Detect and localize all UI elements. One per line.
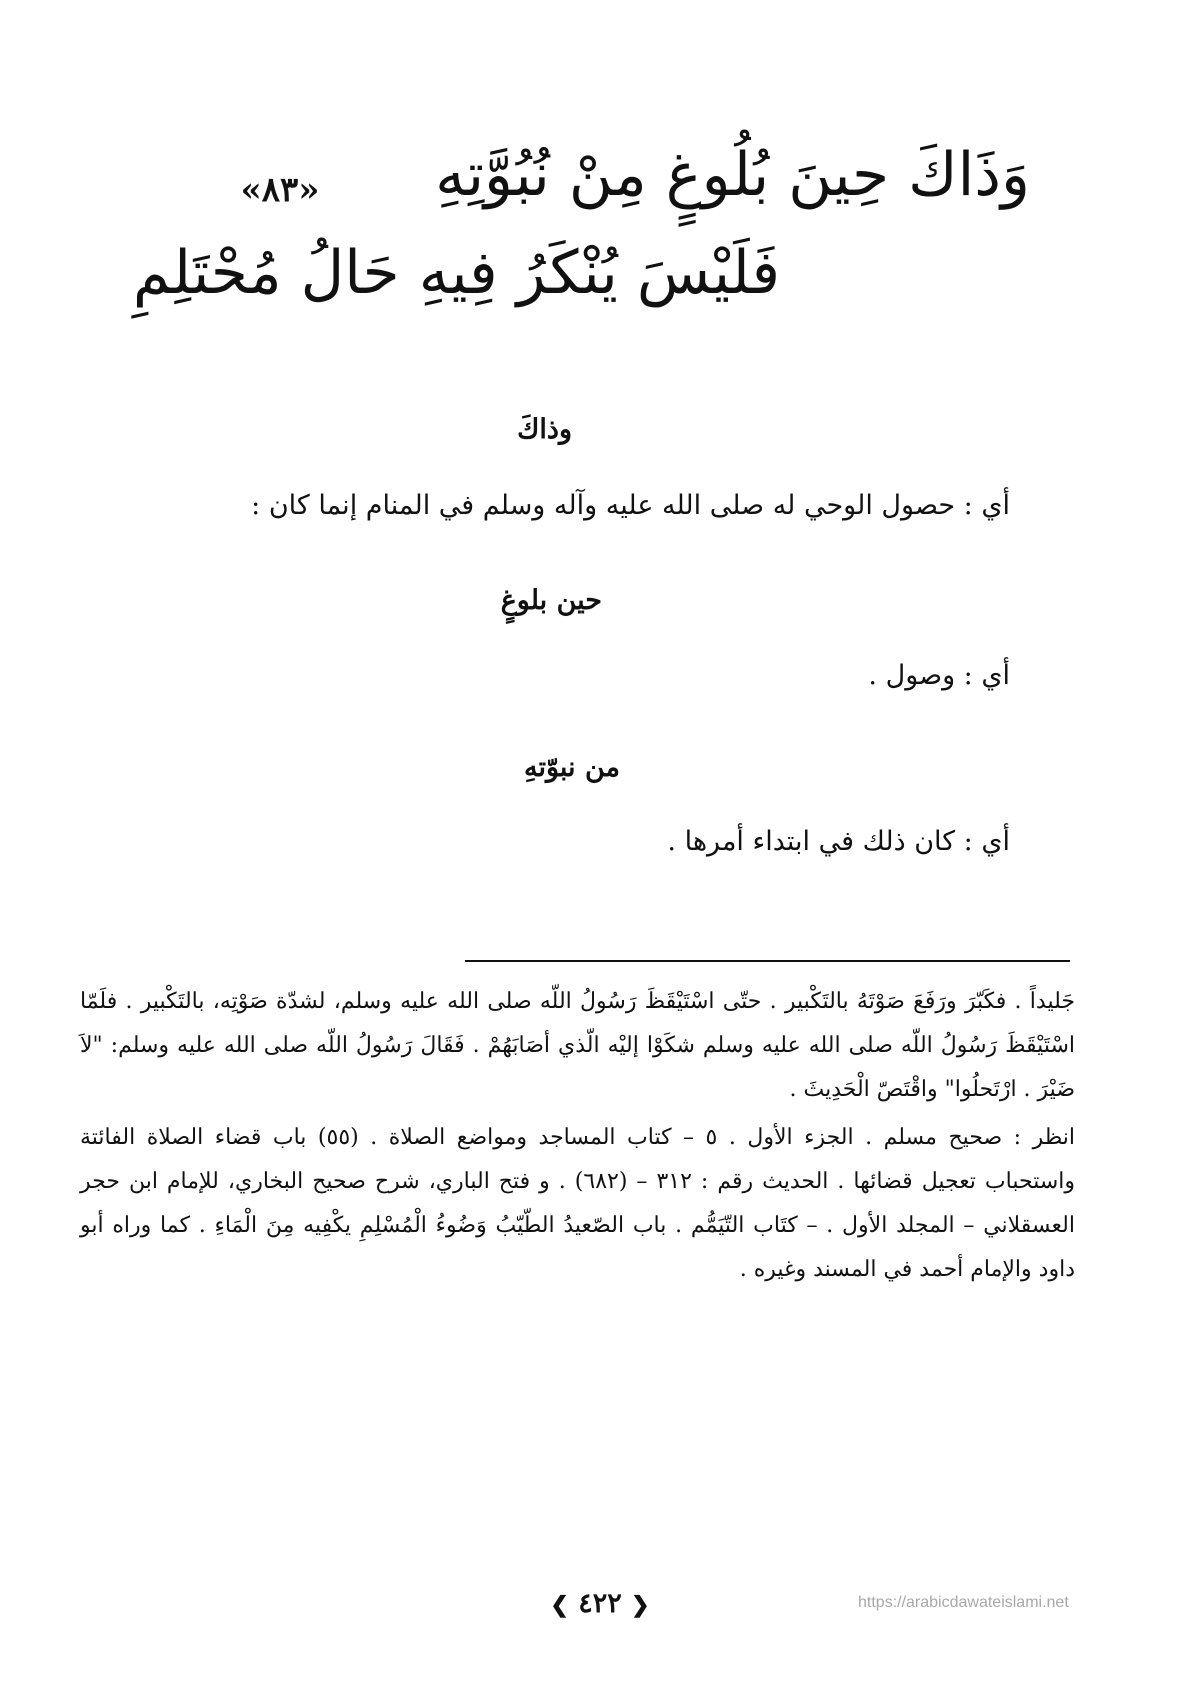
commentary-keyword: وذاكَ [517, 414, 572, 445]
footnote-paragraph: جَليداً . فكَبّرَ ورَفَعَ صَوْتَهُ بالتَكْبير . حتّى اسْتَيْقَظَ رَسُولُ اللّه صلى الله عليه وسلم، لشدّة صَوْتِه، بالتَكْبير . فلَمّا اسْتَيْقَظَ رَسُولُ اللّه صلى الله عليه وسلم شكَوْا إليْه الّذي أصَابَهُمْ . فَقَالَ رَسُولُ اللّه صلى الله عليه وسلم: "لاَ ضَيْرَ . ارْتَحلُوا" واقْتَصّ الْحَدِيثَ . [80, 989, 1075, 1102]
watermark-url: https://arabicdawateislami.net [858, 1594, 1069, 1611]
commentary-keyword: من نبوّتهِ [523, 752, 620, 783]
verse-line-1: وَذَاكَ حِينَ بُلُوغٍ مِنْ نُبُوَّتِهِ [435, 140, 1030, 210]
verse-line-2: فَلَيْسَ يُنْكَرُ فِيهِ حَالُ مُحْتَلِمِ [132, 238, 780, 308]
commentary-text: أي : وصول . [868, 660, 1010, 691]
footnote-citation: انظر : صحيح مسلم . الجزء الأول . ٥ – كتاب المساجد ومواضع الصلاة . (٥٥) باب قضاء الصلاة الفائتة واستحباب تعجيل قضائها . الحديث رقم : ٣١٢ – (٦٨٢) . و فتح الباري، شرح صحيح البخاري، للإمام ابن حجر العسقلاني – المجلد الأول . – كتَاب التّيَمُّم . باب الصّعيدُ الطّيّبُ وَضُوءُ الْمُسْلِمِ يكْفِيه مِنَ الْمَاءِ . كما وراه أبو داود والإمام أحمد في المسند وغيره . [80, 1125, 1075, 1282]
ornament-left-icon: ❮ [550, 1592, 569, 1618]
page-number-value: ٤٢٢ [578, 1588, 622, 1619]
ornament-right-icon: ❯ [631, 1592, 650, 1618]
commentary-text: أي : كان ذلك في ابتداء أمرها . [667, 826, 1010, 857]
commentary-keyword: حين بلوغٍ [500, 585, 602, 616]
commentary-text: أي : حصول الوحي له صلى الله عليه وآله وسلم في المنام إنما كان : [251, 490, 1010, 521]
footnote-divider [465, 960, 1070, 962]
page-number [530, 1588, 670, 1619]
footnotes [80, 980, 1075, 1292]
verse-number: «٨٣» [240, 170, 320, 210]
